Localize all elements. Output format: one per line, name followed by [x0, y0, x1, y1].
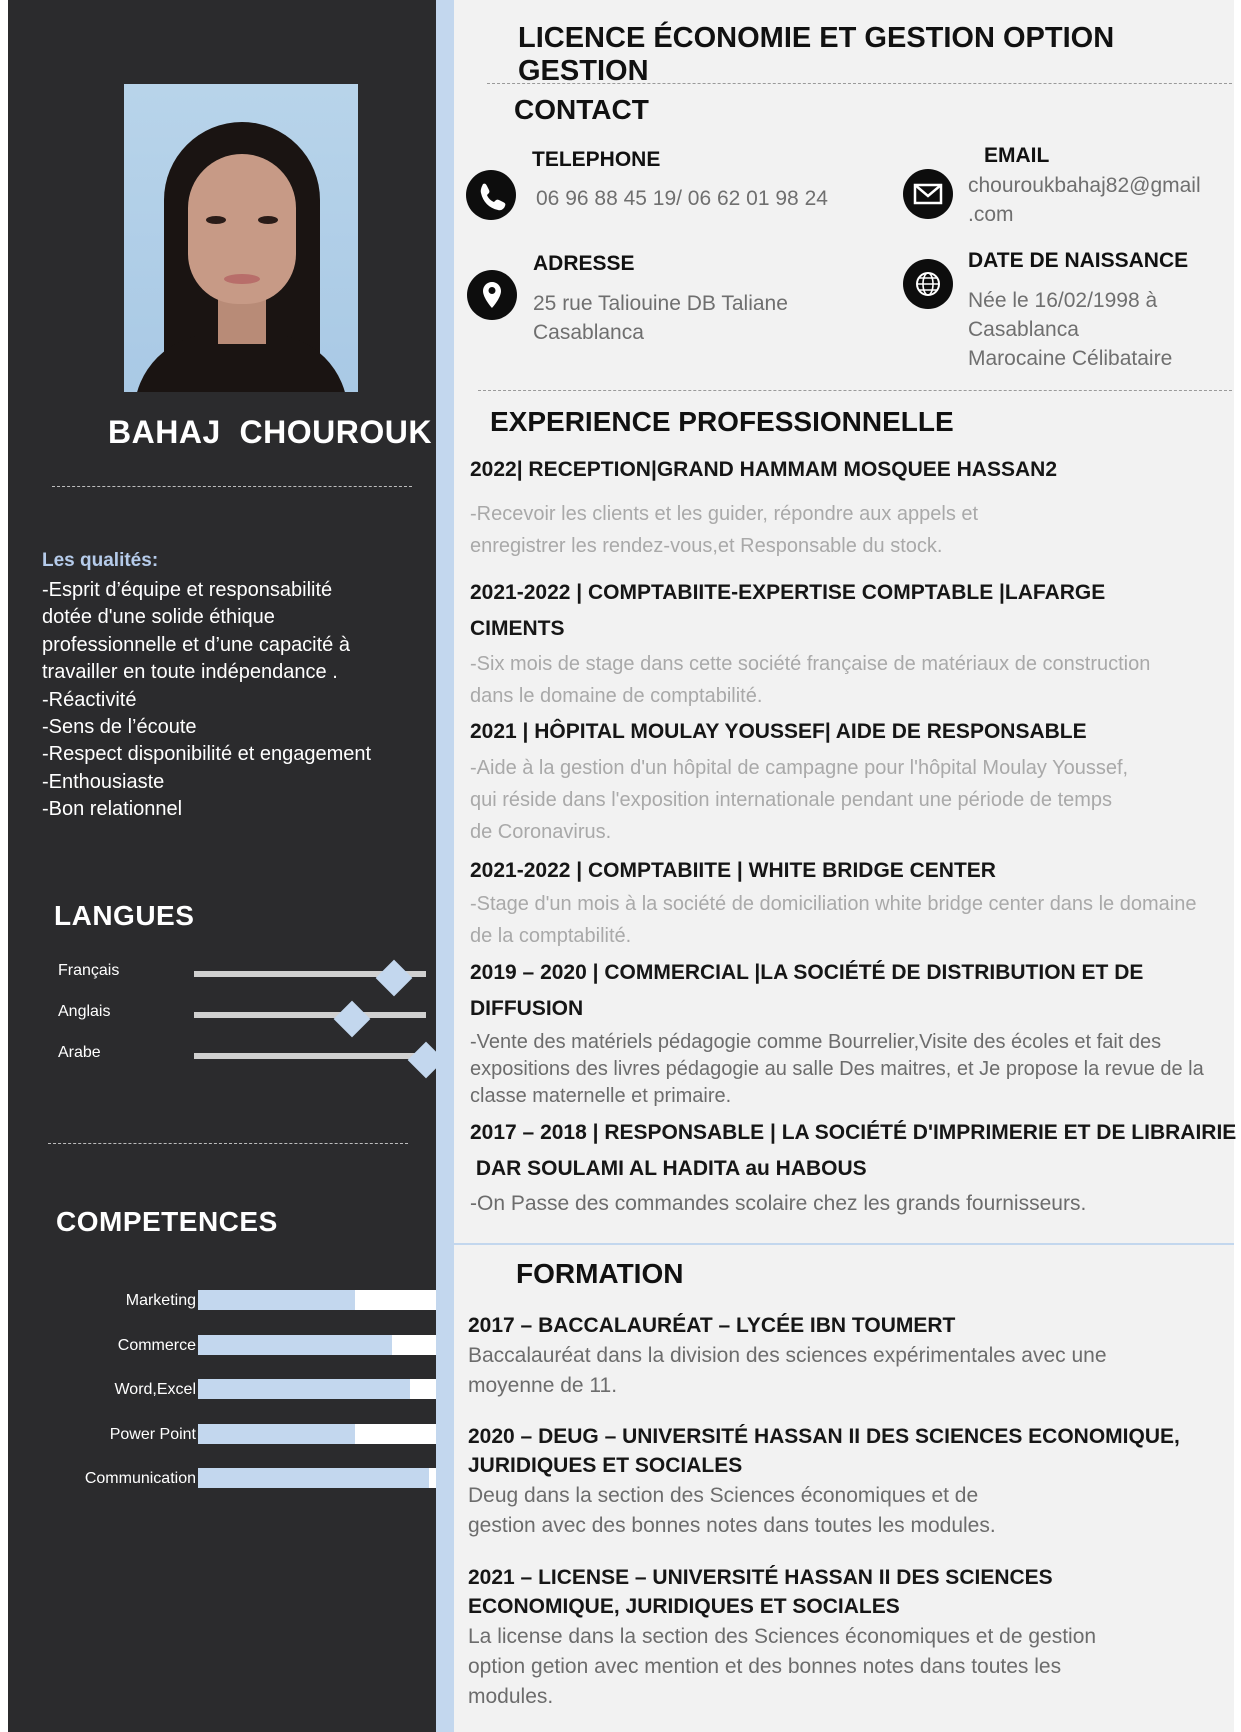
quality-item: -Enthousiaste — [42, 770, 165, 793]
skill-level-fill — [198, 1379, 410, 1399]
language-row — [58, 999, 448, 1029]
quality-item: dotée d'une solide éthique — [42, 606, 275, 629]
skill-level-bar — [198, 1290, 444, 1310]
formation-description: Baccalauréat dans la division des sciences expérimentales avec une moyenne de 11. — [468, 1344, 1107, 1397]
skill-row — [38, 1424, 444, 1446]
quality-item: -Réactivité — [42, 688, 137, 711]
contact-divider — [478, 390, 1232, 391]
contact-title: CONTACT — [514, 94, 649, 125]
quality-item: professionnelle et d’une capacité à — [42, 633, 350, 656]
globe-icon — [903, 259, 953, 309]
skill-level-bar — [198, 1468, 444, 1488]
skill-row — [38, 1290, 444, 1312]
skill-label: Marketing — [125, 1292, 196, 1309]
location-pin-icon — [467, 270, 517, 320]
skill-label: Communication — [84, 1470, 196, 1487]
qualities-list — [42, 577, 422, 824]
language-row — [58, 958, 448, 988]
formation-description: La license dans la section des Sciences économiques et de gestion option getion avec mention et des bonnes notes dans toutes les modules. — [468, 1625, 1097, 1708]
formation-heading: 2020 – DEUG – UNIVERSITÉ HASSAN II DES SCIENCES ECONOMIQUE, JURIDIQUES ET SOCIALES — [468, 1425, 1180, 1477]
skills-title: COMPETENCES — [56, 1206, 278, 1237]
page-title: LICENCE ÉCONOMIE ET GESTION OPTION GESTION — [518, 22, 1115, 87]
formation-description: Deug dans la section des Sciences économiques et de gestion avec des bonnes notes dans toutes les modules. — [468, 1484, 996, 1537]
experience-heading: 2021-2022 | COMPTABIITE | WHITE BRIDGE CENTER — [470, 859, 996, 882]
skill-level-bar — [198, 1335, 444, 1355]
address-label: ADRESSE — [533, 252, 635, 275]
experience-description: -Aide à la gestion d'un hôpital de campagne pour l'hôpital Moulay Youssef, qui réside dans l'exposition internationale pendant une période de temps de Coronavirus. — [470, 757, 1129, 843]
skill-label: Word,Excel — [114, 1381, 196, 1398]
skill-row — [38, 1379, 444, 1401]
sidebar — [8, 0, 436, 1732]
experience-heading: 2019 – 2020 | COMMERCIAL |LA SOCIÉTÉ DE DISTRIBUTION ET DE DIFFUSION — [470, 961, 1144, 1020]
formation-heading: 2021 – LICENSE – UNIVERSITÉ HASSAN II DES SCIENCES ECONOMIQUE, JURIDIQUES ET SOCIALES — [468, 1566, 1053, 1618]
language-level-track — [194, 1012, 426, 1018]
experience-heading: 2021-2022 | COMPTABIITE-EXPERTISE COMPTABLE |LAFARGE CIMENTS — [470, 581, 1106, 640]
skill-row — [38, 1468, 444, 1490]
language-label: Arabe — [58, 1044, 101, 1061]
address-value: 25 rue Taliouine DB Taliane Casablanca — [533, 292, 788, 344]
experience-heading: 2022| RECEPTION|GRAND HAMMAM MOSQUEE HASSAN2 — [470, 458, 1057, 481]
accent-strip — [436, 0, 454, 1732]
skill-level-bar — [198, 1424, 444, 1444]
skill-level-bar — [198, 1379, 444, 1399]
language-label: Anglais — [58, 1003, 111, 1020]
formation-title: FORMATION — [516, 1258, 684, 1289]
title-divider — [487, 83, 1232, 84]
email-value[interactable]: chouroukbahaj82@gmail .com — [968, 174, 1201, 226]
language-level-marker — [333, 1001, 370, 1038]
skill-label: Commerce — [117, 1336, 196, 1354]
skill-row — [38, 1335, 444, 1357]
experience-heading: 2021 | HÔPITAL MOULAY YOUSSEF| AIDE DE RESPONSABLE — [470, 720, 1087, 743]
phone-icon — [466, 170, 516, 220]
profile-photo — [124, 84, 358, 392]
birth-label: DATE DE NAISSANCE — [968, 249, 1189, 272]
profile-name: BAHAJ CHOUROUK — [108, 414, 432, 450]
experience-title: EXPERIENCE PROFESSIONNELLE — [490, 406, 954, 437]
skill-level-fill — [198, 1290, 355, 1310]
skill-level-fill — [198, 1468, 429, 1488]
experience-heading: 2017 – 2018 | RESPONSABLE | LA SOCIÉTÉ D'IMPRIMERIE ET DE LIBRAIRIE DAR SOULAMI AL HADITA au HABOUS — [470, 1121, 1237, 1180]
experience-description: -Recevoir les clients et les guider, répondre aux appels et enregistrer les rendez-vous,et Responsable du stock. — [470, 503, 979, 557]
skill-label: Power Point — [109, 1425, 196, 1443]
language-label: Français — [58, 962, 120, 979]
language-row — [58, 1040, 448, 1070]
quality-item: -Respect disponibilité et engagement — [42, 743, 372, 766]
mail-icon — [903, 169, 953, 219]
quality-item: -Sens de l’écoute — [42, 716, 197, 739]
formation-separator — [454, 1243, 1234, 1245]
name-divider — [52, 486, 412, 487]
language-level-track — [194, 971, 426, 977]
languages-title: LANGUES — [54, 900, 195, 931]
experience-description: -Vente des matériels pédagogie comme Bourrelier,Visite des écoles et fait des expositions des livres pédagogie au salle Des maitres, et Je propose la revue de la classe maternelle et primaire. — [470, 1031, 1204, 1107]
formation-heading: 2017 – BACCALAURÉAT – LYCÉE IBN TOUMERT — [468, 1314, 956, 1337]
experience-description: -Stage d'un mois à la société de domiciliation white bridge center dans le domaine de la comptabilité. — [470, 893, 1197, 947]
languages-divider — [48, 1143, 408, 1144]
quality-item: -Esprit d’équipe et responsabilité — [42, 579, 333, 601]
birth-value: Née le 16/02/1998 à Casablanca Marocaine Célibataire — [968, 289, 1173, 370]
skill-level-fill — [198, 1424, 355, 1444]
experience-description: -On Passe des commandes scolaire chez les grands fournisseurs. — [470, 1192, 1087, 1215]
phone-label: TELEPHONE — [532, 148, 661, 171]
experience-description: -Six mois de stage dans cette société française de matériaux de construction dans le domaine de comptabilité. — [470, 653, 1151, 707]
phone-value: 06 96 88 45 19/ 06 62 01 98 24 — [536, 187, 828, 210]
language-level-marker — [375, 960, 412, 997]
skill-level-fill — [198, 1335, 392, 1355]
quality-item: -Bon relationnel — [42, 798, 183, 821]
qualities-title: Les qualités: — [42, 550, 159, 571]
language-level-track — [194, 1053, 426, 1059]
email-label: EMAIL — [984, 144, 1050, 167]
quality-item: travailler en toute indépendance . — [42, 661, 338, 684]
